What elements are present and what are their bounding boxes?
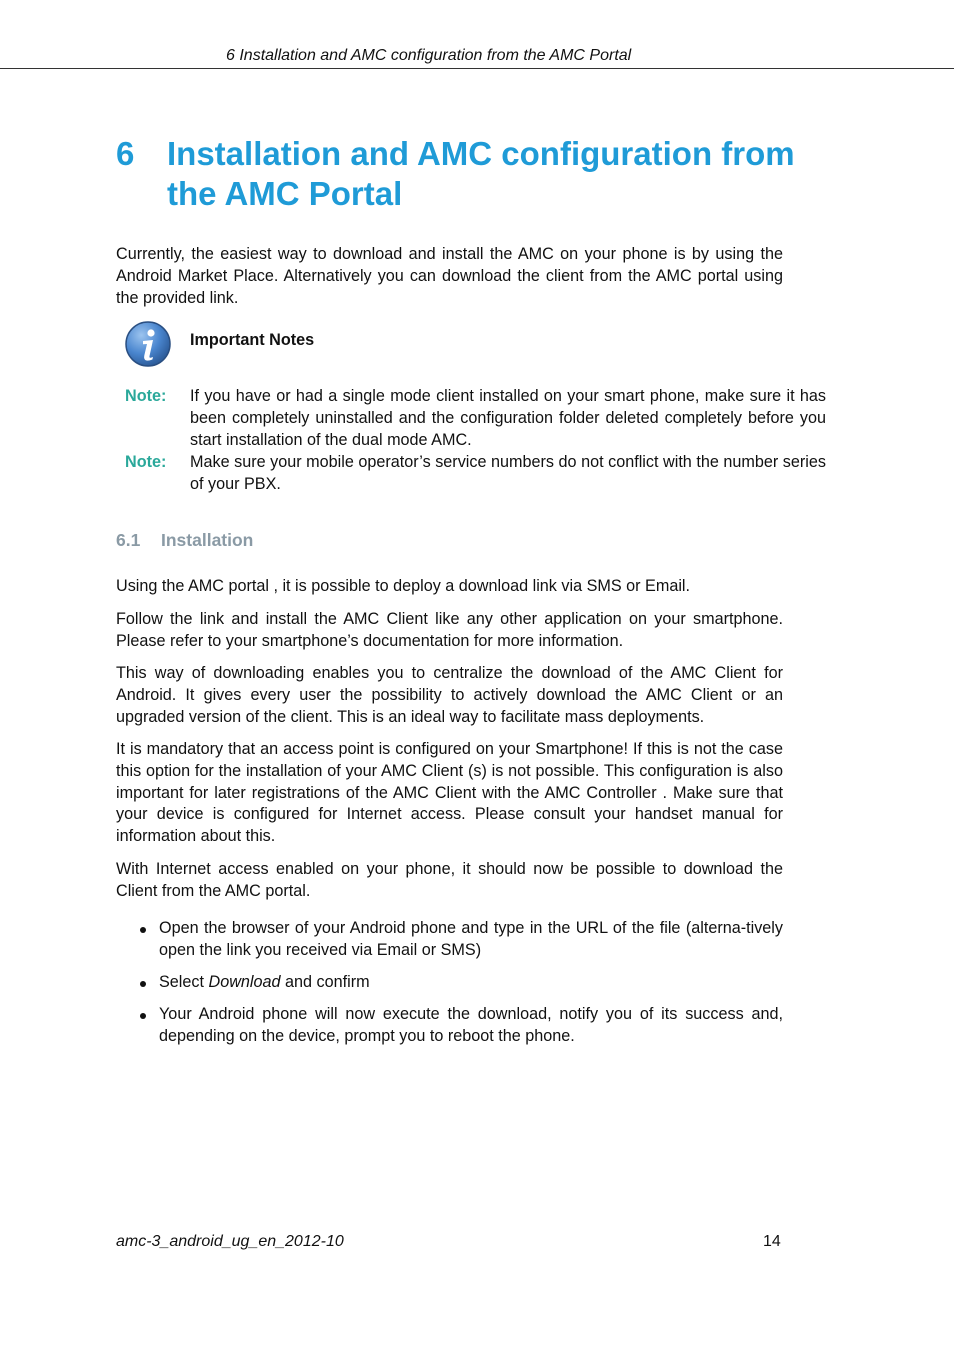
note-label: Note: [125,387,167,405]
body-paragraph: Using the AMC portal , it is possible to deploy a download link via SMS or Email. [116,577,691,595]
chapter-title [116,134,816,214]
list-item-text-suffix: and confirm [280,973,370,992]
list-item-text: Open the browser of your Android phone and type in the URL of the file (alterna-tively open the link you received via Email or SMS) [159,919,783,959]
footer-doc-id: amc-3_android_ug_en_2012-10 [116,1233,344,1250]
body-paragraph: With Internet access enabled on your phone, it should now be possible to download the Client from the AMC portal. [116,860,783,900]
note-text: If you have or had a single mode client installed on your smart phone, make sure it has been completely uninstalled and the configuration folder deleted completely before you start installation of the dual mode AMC. [190,387,826,449]
bullet-icon [140,927,146,933]
list-item [116,1004,783,1048]
list-item [116,972,783,994]
bullet-icon [140,981,146,987]
section-title: Installation [161,530,254,550]
running-header [0,46,954,69]
body-paragraph: It is mandatory that an access point is configured on your Smartphone! If this is not the case this option for the installation of your AMC Client (s) is not possible. This configuration is also important for later registrations of the AMC Client with the AMC Controller . Make sure that your device is configured for Internet access. Please consult your handset manual for information about this. [116,740,783,846]
note-2 [116,452,826,496]
chapter-number: 6 [116,135,135,172]
list-item [116,918,783,962]
note-text: Make sure your mobile operator’s service numbers do not conflict with the number series of your PBX. [190,453,826,493]
list-item-emphasis: Download [208,973,281,992]
bullet-list [116,918,783,1058]
list-item-text: Your Android phone will now execute the download, notify you of its success and, depending on the device, prompt you to reboot the phone. [159,1005,783,1046]
body-paragraph: Follow the link and install the AMC Client like any other application on your smartphone. Please refer to your smartphone’s documentation for more information. [116,610,783,650]
info-icon [124,320,172,368]
section-number: 6.1 [116,530,141,550]
bullet-icon [140,1013,146,1019]
section-heading [116,530,253,551]
chapter-title-text: Installation and AMC configuration from the AMC Portal [167,135,795,212]
note-label: Note: [125,453,167,471]
important-notes-heading: Important Notes [190,331,315,349]
list-item-text-prefix: Select [159,973,209,992]
footer-page-number: 14 [763,1233,781,1250]
note-1 [116,386,826,451]
intro-paragraph: Currently, the easiest way to download and install the AMC on your phone is by using the Android Market Place. Alternatively you can download the client from the AMC portal using the provided link. [116,245,783,307]
body-paragraph: This way of downloading enables you to centralize the download of the AMC Client for Android. It gives every user the possibility to actively download the AMC Client or an upgraded version of the client. This is an ideal way to facilitate mass deployments. [116,664,783,726]
running-header-text: 6 Installation and AMC configuration from the AMC Portal [226,47,632,64]
